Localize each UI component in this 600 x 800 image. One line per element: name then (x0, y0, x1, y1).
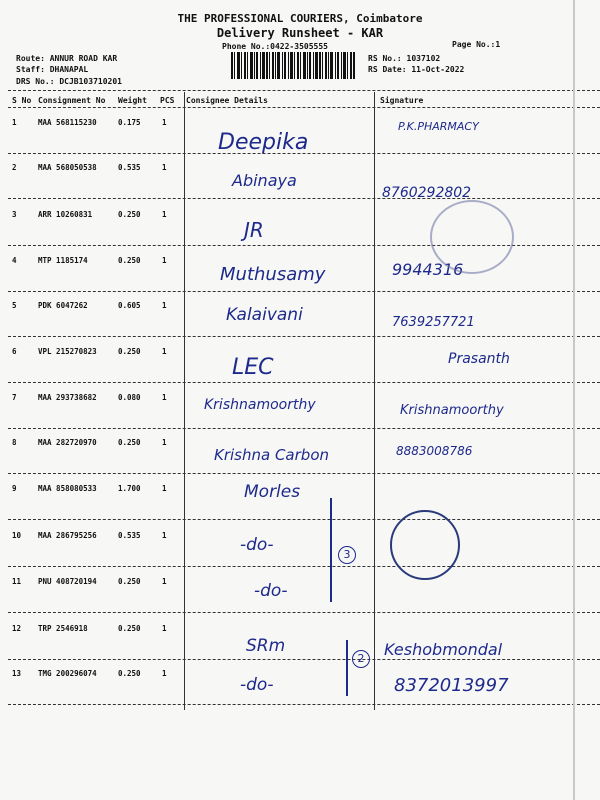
signature-column-divider (374, 92, 375, 710)
seal-stamp (430, 200, 514, 274)
row-consignment: MAA 858080533 (38, 484, 97, 493)
details-column-divider (184, 92, 185, 710)
row-weight: 1.700 (118, 484, 141, 493)
row-pcs: 1 (162, 347, 167, 356)
row-separator (8, 612, 600, 613)
row-separator (8, 566, 600, 567)
drs-number: DRS No.: DCJB103710201 (16, 77, 122, 86)
route-label: Route: ANNUR ROAD KAR (16, 54, 118, 63)
row-consignee-handwritten: JR (244, 218, 264, 242)
row-weight: 0.250 (118, 347, 141, 356)
row-pcs: 1 (162, 118, 167, 127)
company-title: THE PROFESSIONAL COURIERS, Coimbatore (177, 12, 423, 25)
row-consignment: TRP 2546918 (38, 624, 88, 633)
row-sno: 3 (12, 210, 17, 219)
row-signature: P.K.PHARMACY (398, 120, 479, 133)
row-weight: 0.605 (118, 301, 141, 310)
phone-number: Phone No.:0422-3505555 (222, 42, 328, 51)
col-header-signature: Signature (380, 96, 424, 105)
seal-stamp (390, 510, 460, 580)
row-consignee-handwritten: Krishnamoorthy (204, 397, 316, 413)
row-consignment: TMG 200296074 (38, 669, 97, 678)
row-consignment: MTP 1185174 (38, 256, 88, 265)
group-count-marker: 2 (352, 650, 370, 668)
row-weight: 0.250 (118, 624, 141, 633)
row-consignee-handwritten: Morles (244, 482, 301, 502)
row-pcs: 1 (162, 484, 167, 493)
row-pcs: 1 (162, 256, 167, 265)
row-consignment: PNU 408720194 (38, 577, 97, 586)
rs-date: RS Date: 11-Oct-2022 (368, 65, 465, 74)
row-consignee-handwritten: Krishna Carbon (214, 446, 329, 464)
row-sno: 6 (12, 347, 17, 356)
row-separator (8, 704, 600, 705)
row-consignee-handwritten: Deepika (218, 130, 309, 155)
rs-number: RS No.: 1037102 (368, 54, 441, 63)
row-signature: 8760292802 (382, 185, 472, 201)
group-count-marker: 3 (338, 546, 356, 564)
row-weight: 0.250 (118, 669, 141, 678)
row-sno: 4 (12, 256, 17, 265)
row-pcs: 1 (162, 624, 167, 633)
group-bracket (336, 640, 348, 696)
row-separator (8, 382, 600, 383)
row-consignee-handwritten: -do- (240, 675, 274, 695)
row-pcs: 1 (162, 210, 167, 219)
header-rule-bottom (8, 107, 600, 108)
row-weight: 0.250 (118, 210, 141, 219)
row-consignment: MAA 286795256 (38, 531, 97, 540)
row-consignee-handwritten: Muthusamy (220, 264, 326, 285)
col-header-weight: Weight (118, 96, 147, 105)
row-signature: Krishnamoorthy (400, 403, 504, 418)
row-signature: 7639257721 (392, 315, 475, 330)
col-header-consignment: Consignment No (38, 96, 106, 105)
row-consignee-handwritten: Kalaivani (226, 305, 303, 325)
row-sno: 2 (12, 163, 17, 172)
row-consignee-handwritten: -do- (254, 581, 288, 601)
row-consignment: PDK 6047262 (38, 301, 88, 310)
row-weight: 0.535 (118, 531, 141, 540)
row-consignee-handwritten: SRm (246, 636, 286, 656)
row-consignment: MAA 293738682 (38, 393, 97, 402)
row-separator (8, 198, 600, 199)
row-separator (8, 336, 600, 337)
row-sno: 5 (12, 301, 17, 310)
row-pcs: 1 (162, 301, 167, 310)
row-separator (8, 473, 600, 474)
row-consignee-handwritten: -do- (240, 535, 274, 555)
header-rule-top (8, 90, 600, 91)
row-signature: 8372013997 (394, 675, 509, 696)
row-sno: 1 (12, 118, 17, 127)
row-signature: 8883008786 (396, 444, 473, 458)
row-weight: 0.250 (118, 438, 141, 447)
row-weight: 0.175 (118, 118, 141, 127)
row-pcs: 1 (162, 669, 167, 678)
group-bracket (320, 498, 332, 602)
row-sno: 13 (12, 669, 22, 678)
row-pcs: 1 (162, 577, 167, 586)
row-pcs: 1 (162, 438, 167, 447)
row-pcs: 1 (162, 163, 167, 172)
page-edge (573, 0, 575, 800)
row-separator (8, 519, 600, 520)
page-number: Page No.:1 (452, 40, 501, 49)
runsheet-title: Delivery Runsheet - KAR (216, 26, 384, 40)
barcode (231, 52, 355, 79)
row-weight: 0.080 (118, 393, 141, 402)
row-consignment: VPL 215270823 (38, 347, 97, 356)
row-signature: Keshobmondal (384, 640, 503, 659)
row-sno: 10 (12, 531, 22, 540)
row-sno: 8 (12, 438, 17, 447)
col-header-pcs: PCS (160, 96, 175, 105)
row-separator (8, 291, 600, 292)
row-weight: 0.250 (118, 256, 141, 265)
row-sno: 9 (12, 484, 17, 493)
row-weight: 0.250 (118, 577, 141, 586)
row-separator (8, 428, 600, 429)
row-signature: 9944316 (392, 260, 464, 279)
row-signature: Prasanth (448, 351, 510, 367)
col-header-sno: S No (12, 96, 32, 105)
row-consignment: MAA 282720970 (38, 438, 97, 447)
row-weight: 0.535 (118, 163, 141, 172)
row-consignee-handwritten: Abinaya (232, 171, 297, 190)
row-sno: 11 (12, 577, 22, 586)
row-sno: 7 (12, 393, 17, 402)
row-consignment: MAA 568050538 (38, 163, 97, 172)
row-pcs: 1 (162, 393, 167, 402)
staff-label: Staff: DHANAPAL (16, 65, 89, 74)
row-consignee-handwritten: LEC (232, 355, 274, 380)
row-consignment: ARR 10260831 (38, 210, 93, 219)
row-pcs: 1 (162, 531, 167, 540)
col-header-details: Consignee Details (186, 96, 268, 105)
row-separator (8, 659, 600, 660)
row-consignment: MAA 568115230 (38, 118, 97, 127)
row-separator (8, 153, 600, 154)
row-sno: 12 (12, 624, 22, 633)
